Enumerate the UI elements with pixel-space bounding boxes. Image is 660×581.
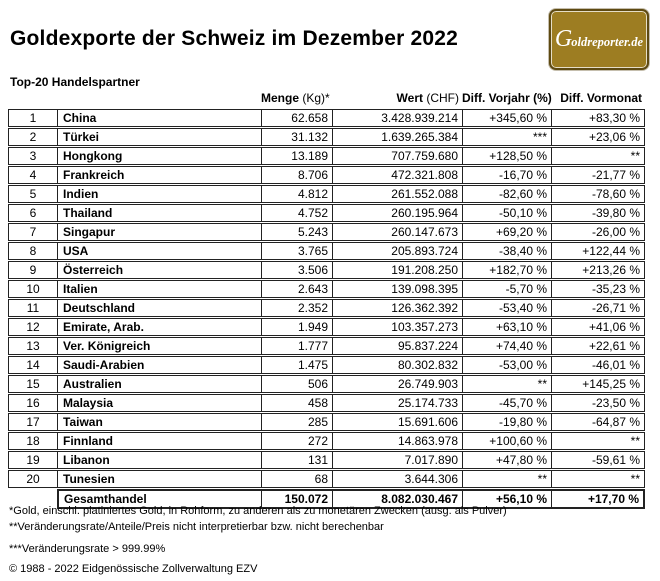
menge-cell: 506 xyxy=(261,376,332,392)
menge-cell: 131 xyxy=(261,452,332,468)
rank-cell: 16 xyxy=(26,396,40,410)
vormonat-cell: +83,30 % xyxy=(551,110,644,126)
trade-partners-table xyxy=(8,109,645,510)
table-body xyxy=(8,109,645,488)
rank-cell: 9 xyxy=(29,263,37,277)
wert-cell: 260.195.964 xyxy=(332,205,462,221)
vormonat-cell: -39,80 % xyxy=(551,205,644,221)
rank-cell: 8 xyxy=(29,244,37,258)
country-cell: Thailand xyxy=(57,205,261,221)
vormonat-cell: -59,61 % xyxy=(551,452,644,468)
vormonat-cell: +213,26 % xyxy=(551,262,644,278)
table-row xyxy=(8,128,645,146)
rank-cell: 4 xyxy=(29,168,37,182)
vormonat-cell: -26,00 % xyxy=(551,224,644,240)
vorjahr-cell: +69,20 % xyxy=(462,224,551,240)
vormonat-cell: ** xyxy=(551,148,644,164)
menge-cell: 1.949 xyxy=(261,319,332,335)
page-title: Goldexporte der Schweiz im Dezember 2022 xyxy=(10,27,458,50)
vorjahr-cell: +128,50 % xyxy=(462,148,551,164)
logo-letter-g: G xyxy=(554,26,573,52)
rank-cell: 11 xyxy=(26,301,40,315)
table-row xyxy=(8,261,645,279)
col-header-wert: Wert (CHF) xyxy=(396,91,459,105)
vormonat-cell: +41,06 % xyxy=(551,319,644,335)
vorjahr-cell: +182,70 % xyxy=(462,262,551,278)
vormonat-cell: +122,44 % xyxy=(551,243,644,259)
col-header-menge: Menge (Kg)* xyxy=(261,91,330,105)
menge-cell: 285 xyxy=(261,414,332,430)
vorjahr-cell: -19,80 % xyxy=(462,414,551,430)
total-vorjahr-cell: +56,10 % xyxy=(462,491,551,507)
rank-cell: 1 xyxy=(29,111,37,125)
country-cell: Australien xyxy=(57,376,261,392)
vormonat-cell: -26,71 % xyxy=(551,300,644,316)
country-cell: Deutschland xyxy=(57,300,261,316)
menge-cell: 4.752 xyxy=(261,205,332,221)
wert-cell: 25.174.733 xyxy=(332,395,462,411)
table-row xyxy=(8,185,645,203)
table-row xyxy=(8,109,645,127)
country-cell: Ver. Königreich xyxy=(57,338,261,354)
total-label-cell: Gesamthandel xyxy=(64,492,147,506)
table-row xyxy=(8,318,645,336)
wert-cell: 707.759.680 xyxy=(332,148,462,164)
rank-cell: 13 xyxy=(26,339,40,353)
country-cell: Indien xyxy=(57,186,261,202)
vormonat-cell: -78,60 % xyxy=(551,186,644,202)
table-row xyxy=(8,337,645,355)
total-menge-cell: 150.072 xyxy=(261,491,332,507)
col-header-rank-spacer xyxy=(8,91,57,105)
table-row xyxy=(8,147,645,165)
wert-cell: 26.749.903 xyxy=(332,376,462,392)
rank-cell: 20 xyxy=(26,472,40,486)
country-cell: Libanon xyxy=(57,452,261,468)
vormonat-cell: +145,25 % xyxy=(551,376,644,392)
vormonat-cell: +22,61 % xyxy=(551,338,644,354)
col-header-diff-vorjahr: Diff. Vorjahr (%) xyxy=(462,91,552,105)
country-cell: Saudi-Arabien xyxy=(57,357,261,373)
vorjahr-cell: ** xyxy=(462,471,551,487)
menge-cell: 8.706 xyxy=(261,167,332,183)
wert-cell: 260.147.673 xyxy=(332,224,462,240)
vormonat-cell: -35,23 % xyxy=(551,281,644,297)
country-cell: Frankreich xyxy=(57,167,261,183)
footnote-rate-over-999: ***Veränderungsrate > 999.99% xyxy=(9,543,166,555)
vorjahr-cell: -5,70 % xyxy=(462,281,551,297)
menge-cell: 13.189 xyxy=(261,148,332,164)
country-cell: Tunesien xyxy=(57,471,261,487)
rank-cell: 6 xyxy=(29,206,37,220)
rank-cell: 15 xyxy=(26,377,40,391)
table-subtitle: Top-20 Handelspartner xyxy=(10,75,140,89)
table-row xyxy=(8,451,645,469)
wert-cell: 7.017.890 xyxy=(332,452,462,468)
vorjahr-cell: +63,10 % xyxy=(462,319,551,335)
wert-cell: 95.837.224 xyxy=(332,338,462,354)
country-cell: USA xyxy=(57,243,261,259)
country-cell: Italien xyxy=(57,281,261,297)
wert-cell: 3.428.939.214 xyxy=(332,110,462,126)
vorjahr-cell: ** xyxy=(462,376,551,392)
country-cell: Österreich xyxy=(57,262,261,278)
menge-cell: 3.506 xyxy=(261,262,332,278)
country-cell: Hongkong xyxy=(57,148,261,164)
rank-cell: 12 xyxy=(26,320,40,334)
table-row xyxy=(8,375,645,393)
wert-cell: 15.691.606 xyxy=(332,414,462,430)
wert-cell: 191.208.250 xyxy=(332,262,462,278)
table-row xyxy=(8,413,645,431)
table-row xyxy=(8,166,645,184)
rank-cell: 3 xyxy=(29,149,37,163)
footnote-not-interpretable: **Veränderungsrate/Anteile/Preis nicht interpretierbar bzw. nicht berechenbar xyxy=(9,521,384,533)
menge-cell: 1.475 xyxy=(261,357,332,373)
menge-cell: 2.352 xyxy=(261,300,332,316)
total-vormonat-cell: +17,70 % xyxy=(551,491,643,507)
vormonat-cell: +23,06 % xyxy=(551,129,644,145)
wert-cell: 472.321.808 xyxy=(332,167,462,183)
table-row xyxy=(8,204,645,222)
copyright-notice: © 1988 - 2022 Eidgenössische Zollverwaltung EZV xyxy=(9,563,258,575)
wert-cell: 126.362.392 xyxy=(332,300,462,316)
rank-cell: 7 xyxy=(29,225,37,239)
wert-cell: 3.644.306 xyxy=(332,471,462,487)
rank-cell: 10 xyxy=(26,282,40,296)
vormonat-cell: -21,77 % xyxy=(551,167,644,183)
table-row xyxy=(8,223,645,241)
logo-wordmark: oldreporter.de xyxy=(571,35,644,49)
wert-cell: 103.357.273 xyxy=(332,319,462,335)
vormonat-cell: -46,01 % xyxy=(551,357,644,373)
footnotes xyxy=(9,503,507,577)
vorjahr-cell: -53,00 % xyxy=(462,357,551,373)
table-row xyxy=(8,242,645,260)
wert-cell: 139.098.395 xyxy=(332,281,462,297)
rank-cell: 2 xyxy=(29,130,37,144)
rank-cell: 5 xyxy=(29,187,37,201)
table-row xyxy=(8,356,645,374)
country-cell: China xyxy=(57,110,261,126)
vorjahr-cell: -16,70 % xyxy=(462,167,551,183)
vorjahr-cell: +345,60 % xyxy=(462,110,551,126)
table-row xyxy=(8,432,645,450)
wert-cell: 14.863.978 xyxy=(332,433,462,449)
vormonat-cell: -23,50 % xyxy=(551,395,644,411)
menge-cell: 2.643 xyxy=(261,281,332,297)
total-wert-cell: 8.082.030.467 xyxy=(332,491,462,507)
menge-cell: 458 xyxy=(261,395,332,411)
country-cell: Singapur xyxy=(57,224,261,240)
country-cell: Taiwan xyxy=(57,414,261,430)
menge-cell: 4.812 xyxy=(261,186,332,202)
vorjahr-cell: +74,40 % xyxy=(462,338,551,354)
table-row xyxy=(8,299,645,317)
menge-cell: 68 xyxy=(261,471,332,487)
vorjahr-cell: -82,60 % xyxy=(462,186,551,202)
country-cell: Emirate, Arab. xyxy=(57,319,261,335)
menge-cell: 5.243 xyxy=(261,224,332,240)
menge-cell: 1.777 xyxy=(261,338,332,354)
column-headers xyxy=(8,91,645,105)
country-cell: Türkei xyxy=(57,129,261,145)
rank-cell: 17 xyxy=(26,415,40,429)
goldreporter-logo-text xyxy=(555,26,643,53)
table-row xyxy=(8,280,645,298)
rank-cell: 18 xyxy=(26,434,40,448)
wert-cell: 205.893.724 xyxy=(332,243,462,259)
menge-cell: 62.658 xyxy=(261,110,332,126)
table-row xyxy=(8,394,645,412)
wert-cell: 261.552.088 xyxy=(332,186,462,202)
vorjahr-cell: *** xyxy=(462,129,551,145)
country-cell: Finnland xyxy=(57,433,261,449)
wert-cell: 80.302.832 xyxy=(332,357,462,373)
rank-cell: 19 xyxy=(26,453,40,467)
vorjahr-cell: -53,40 % xyxy=(462,300,551,316)
vorjahr-cell: -50,10 % xyxy=(462,205,551,221)
vorjahr-cell: +47,80 % xyxy=(462,452,551,468)
menge-cell: 272 xyxy=(261,433,332,449)
menge-cell: 31.132 xyxy=(261,129,332,145)
col-header-diff-vormonat: Diff. Vormonat xyxy=(560,91,642,105)
vormonat-cell: -64,87 % xyxy=(551,414,644,430)
col-header-country-spacer xyxy=(57,91,261,105)
country-cell: Malaysia xyxy=(57,395,261,411)
footnote-gold-definition: *Gold, einschl. platiniertes Gold, in Rohform, zu anderen als zu monetären Zwecken (ausg. als Pulver) xyxy=(9,505,507,517)
vorjahr-cell: +100,60 % xyxy=(462,433,551,449)
vorjahr-cell: -45,70 % xyxy=(462,395,551,411)
vorjahr-cell: -38,40 % xyxy=(462,243,551,259)
wert-cell: 1.639.265.384 xyxy=(332,129,462,145)
goldreporter-logo xyxy=(549,9,649,70)
menge-cell: 3.765 xyxy=(261,243,332,259)
table-row xyxy=(8,470,645,488)
vormonat-cell: ** xyxy=(551,433,644,449)
vormonat-cell: ** xyxy=(551,471,644,487)
rank-cell: 14 xyxy=(26,358,40,372)
